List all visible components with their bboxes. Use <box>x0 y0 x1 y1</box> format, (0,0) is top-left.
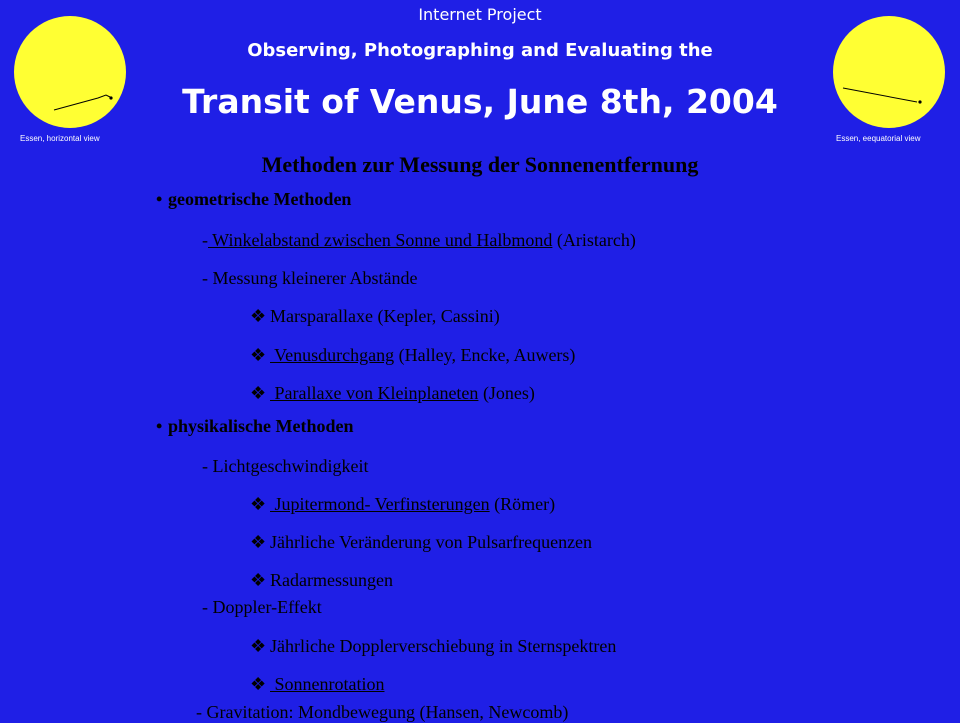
item-label: Radarmessungen <box>270 570 393 590</box>
list-item-marsparallaxe <box>250 306 500 327</box>
list-item-venusdurchgang <box>250 345 575 366</box>
link-jupitermond[interactable]: Jupitermond- Verfinsterungen <box>270 494 490 514</box>
item-note: (Jones) <box>478 383 535 403</box>
diamond-bullet-icon: ❖ <box>250 570 267 590</box>
list-item-kleinplaneten <box>250 383 535 404</box>
list-item-doppler: - Doppler-Effekt <box>202 597 322 617</box>
bullet-icon: • <box>156 189 163 209</box>
item-note: (Halley, Encke, Auwers) <box>394 345 576 365</box>
project-subtitle: Observing, Photographing and Evaluating the <box>247 40 713 61</box>
list-item-radar <box>250 570 393 591</box>
item-note: (Römer) <box>489 494 556 514</box>
bullet-icon: • <box>156 416 163 436</box>
item-label: Marsparallaxe (Kepler, Cassini) <box>270 306 500 326</box>
list-item-lichtgeschwindigkeit: - Lichtgeschwindigkeit <box>202 456 369 476</box>
link-winkelabstand[interactable]: Winkelabstand zwischen Sonne und Halbmond <box>208 230 553 250</box>
list-item-physical <box>156 416 354 437</box>
diamond-bullet-icon: ❖ <box>250 636 267 656</box>
list-item-gravitation: - Gravitation: Mondbewegung (Hansen, Newcomb) <box>196 702 569 722</box>
list-item-jupitermond <box>250 494 555 515</box>
diamond-bullet-icon: ❖ <box>250 306 267 326</box>
project-title: Transit of Venus, June 8th, 2004 <box>182 82 778 121</box>
left-image-caption: Essen, horizontal view <box>20 134 100 143</box>
link-kleinplaneten[interactable]: Parallaxe von Kleinplaneten <box>270 383 479 403</box>
item-note: (Aristarch) <box>552 230 636 250</box>
diamond-bullet-icon: ❖ <box>250 674 267 694</box>
project-label: Internet Project <box>418 5 542 24</box>
list-item-pulsar <box>250 532 592 553</box>
slide-title: Methoden zur Messung der Sonnenentfernung <box>261 152 699 177</box>
list-item-sternspektren <box>250 636 616 657</box>
list-item-geometric <box>156 189 351 210</box>
item-label: geometrische Methoden <box>168 189 352 209</box>
diamond-bullet-icon: ❖ <box>250 494 267 514</box>
item-label: Jährliche Dopplerverschiebung in Sternspektren <box>270 636 617 656</box>
item-label: physikalische Methoden <box>168 416 354 436</box>
item-label: Jährliche Veränderung von Pulsarfrequenzen <box>270 532 593 552</box>
link-venusdurchgang[interactable]: Venusdurchgang <box>270 345 395 365</box>
right-image-caption: Essen, eequatorial view <box>836 134 921 143</box>
diamond-bullet-icon: ❖ <box>250 345 267 365</box>
list-item-messung: - Messung kleinerer Abstände <box>202 268 418 288</box>
list-item-sonnenrotation <box>250 674 385 695</box>
diamond-bullet-icon: ❖ <box>250 383 267 403</box>
link-sonnenrotation[interactable]: Sonnenrotation <box>270 674 385 694</box>
list-item-winkelabstand: - Winkelabstand zwischen Sonne und Halbmond (Aristarch) <box>202 230 636 250</box>
diamond-bullet-icon: ❖ <box>250 532 267 552</box>
